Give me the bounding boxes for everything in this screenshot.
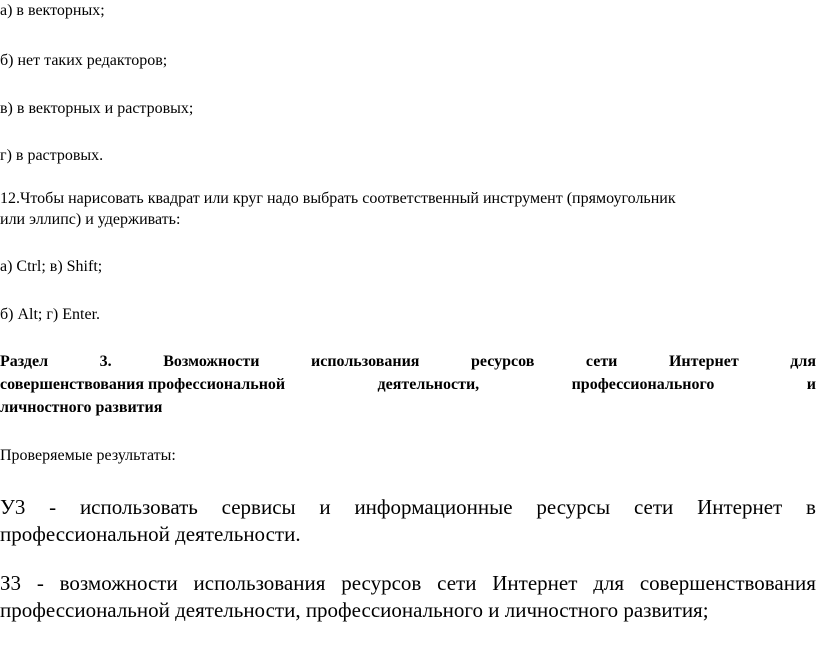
- result-word: и: [319, 495, 331, 519]
- section-word: совершенствования профессиональной: [0, 376, 286, 393]
- answer-g-raster: г) в растровых.: [0, 147, 104, 164]
- result-word: информационные: [354, 495, 513, 519]
- answer-v-vector-raster: в) в векторных и растровых;: [0, 100, 194, 117]
- result-word: использования: [193, 571, 326, 595]
- result-word: Интернет: [697, 495, 783, 519]
- result-word: сети: [437, 571, 477, 595]
- section-word: профессионального: [571, 376, 715, 393]
- section-word: деятельности,: [377, 376, 480, 393]
- result-word: ресурсы: [536, 495, 611, 519]
- section-heading-line-3: личностного развития: [0, 399, 163, 416]
- section-word: Раздел: [0, 353, 49, 370]
- result-word: совершенствования: [639, 571, 816, 595]
- result-u3-line-1: [0, 494, 816, 520]
- section-word: ресурсов: [471, 353, 535, 370]
- answer-ctrl-shift: а) Ctrl; в) Shift;: [0, 258, 103, 275]
- result-word: возможности: [59, 571, 178, 595]
- result-word: -: [36, 571, 44, 595]
- section-word: и: [806, 376, 816, 393]
- answer-b-no-editors: б) нет таких редакторов;: [0, 52, 168, 69]
- result-word: для: [593, 571, 625, 595]
- section-heading-line-1: [0, 352, 816, 372]
- question-12-line-2: или эллипс) и удерживать:: [0, 211, 181, 228]
- answer-a-vector: а) в векторных;: [0, 2, 105, 19]
- result-z3-line-1: [0, 570, 816, 596]
- results-label: Проверяемые результаты:: [0, 447, 176, 464]
- section-word: для: [790, 353, 816, 370]
- result-word: ресурсов: [341, 571, 422, 595]
- result-word: -: [49, 495, 57, 519]
- result-word: в: [805, 495, 816, 519]
- section-word: сети: [585, 353, 618, 370]
- section-word: 3.: [99, 353, 112, 370]
- section-word: Интернет: [668, 353, 739, 370]
- result-word: У3: [0, 495, 26, 519]
- section-heading-line-2: [0, 375, 816, 395]
- result-word: Интернет: [492, 571, 578, 595]
- result-z3-line-2: профессиональной деятельности, профессионального и личностного развития;: [0, 598, 709, 622]
- section-word: Возможности: [163, 353, 260, 370]
- result-u3-line-2: профессиональной деятельности.: [0, 522, 301, 546]
- question-12-line-1: 12.Чтобы нарисовать квадрат или круг надо выбрать соответственный инструмент (прямоугольник: [0, 190, 676, 207]
- result-word: сети: [633, 495, 674, 519]
- result-word: сервисы: [221, 495, 296, 519]
- answer-alt-enter: б) Alt; г) Enter.: [0, 306, 101, 323]
- result-word: использовать: [79, 495, 198, 519]
- result-word: З3: [0, 571, 22, 595]
- section-word: использования: [311, 353, 420, 370]
